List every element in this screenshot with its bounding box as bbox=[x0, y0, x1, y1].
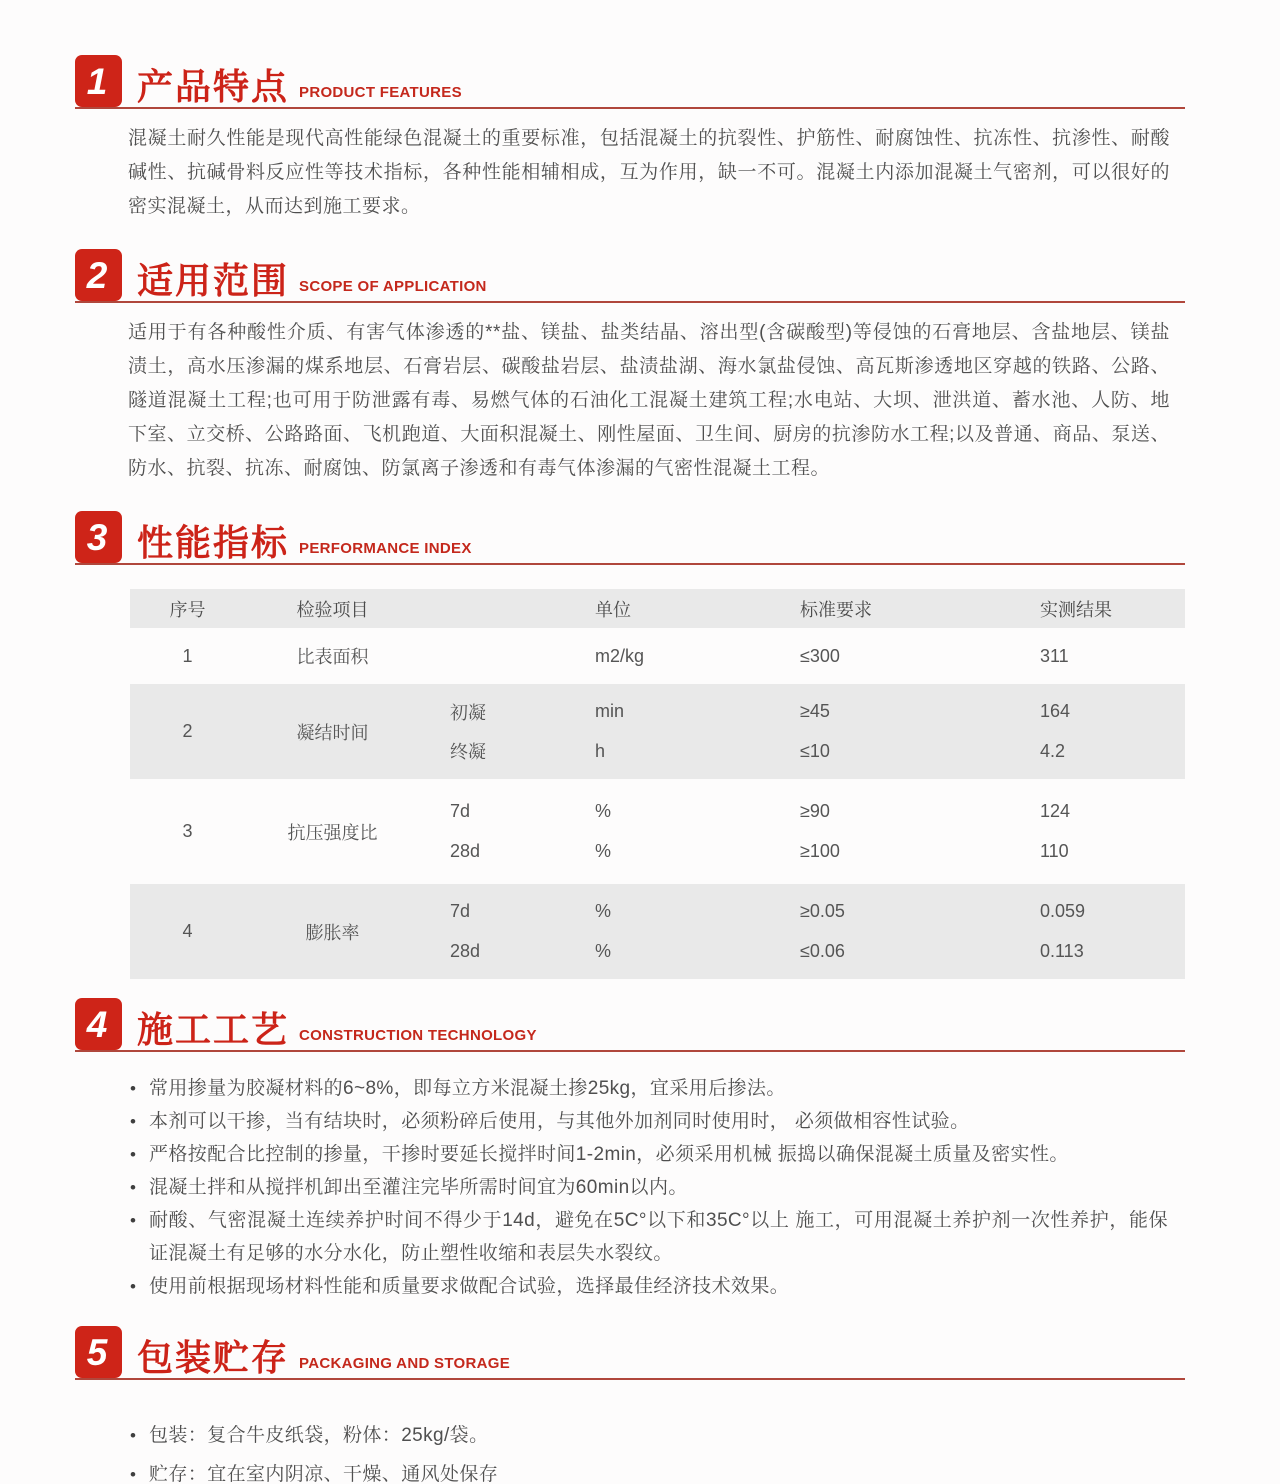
section-title: 施工工艺 bbox=[137, 1009, 290, 1050]
cell-no: 3 bbox=[182, 821, 193, 841]
cell-standard: ≥45 bbox=[800, 701, 830, 722]
table-subrow bbox=[420, 941, 1185, 962]
table-subrow bbox=[420, 646, 1185, 667]
list-item: • 耐酸、气密混凝土连续养护时间不得少于14d，避免在5C°以下和35C°以上 施工，可用混凝土养护剂一次性养护，能保证混凝土有足够的水分水化，防止塑性收缩和表层失水裂纹。 bbox=[130, 1204, 1168, 1270]
cell-no: 2 bbox=[182, 721, 193, 741]
cell-no: 4 bbox=[182, 921, 193, 941]
section-header bbox=[75, 55, 1185, 109]
column-header-no: 序号 bbox=[169, 599, 206, 620]
list-item: • 严格按配合比控制的掺量，干掺时要延长搅拌时间1-2min，必须采用机械 振捣以确保混凝土质量及密实性。 bbox=[130, 1138, 1168, 1171]
list-item: • 常用掺量为胶凝材料的6~8%，即每立方米混凝土掺25kg，宜采用后掺法。 bbox=[130, 1072, 1168, 1105]
cell-item: 膨胀率 bbox=[305, 922, 360, 943]
cell-standard: ≤300 bbox=[800, 645, 840, 666]
cell-result: 124 bbox=[1040, 801, 1071, 822]
section-construction-technology bbox=[75, 998, 1185, 1303]
section-title: 包装贮存 bbox=[137, 1337, 290, 1378]
construction-bullet-list bbox=[130, 1072, 1168, 1303]
cell-unit: % bbox=[595, 901, 612, 922]
cell-result: 0.059 bbox=[1040, 901, 1086, 922]
section-subtitle-en: PACKAGING AND STORAGE bbox=[299, 1355, 511, 1372]
section-product-features bbox=[75, 55, 1185, 224]
table-subrow bbox=[420, 841, 1185, 862]
section-title: 性能指标 bbox=[137, 522, 290, 563]
section-body-text: 混凝土耐久性能是现代高性能绿色混凝土的重要标准，包括混凝土的抗裂性、护筋性、耐腐蚀性、抗冻性、抗渗性、耐酸碱性、抗碱骨料反应性等技术指标，各种性能相辅相成，互为作用，缺一不可。混凝土内添加混凝土气密剂，可以很好的密实混凝土，从而达到施工要求。 bbox=[128, 128, 1170, 217]
table-header-row bbox=[130, 589, 1185, 628]
section-subtitle-en: SCOPE OF APPLICATION bbox=[299, 278, 487, 295]
section-number-badge: 1 bbox=[75, 55, 122, 107]
section-subtitle-en: PERFORMANCE INDEX bbox=[299, 540, 472, 557]
list-item: • 使用前根据现场材料性能和质量要求做配合试验，选择最佳经济技术效果。 bbox=[130, 1270, 1168, 1303]
cell-subitem: 7d bbox=[450, 801, 471, 822]
list-item: • 包装：复合牛皮纸袋，粉体：25kg/袋。 bbox=[130, 1416, 1168, 1455]
cell-item: 比表面积 bbox=[296, 647, 369, 667]
table-row bbox=[130, 884, 1185, 979]
section-title: 产品特点 bbox=[137, 66, 290, 107]
list-item: • 混凝土拌和从搅拌机卸出至灌注完毕所需时间宜为60min以内。 bbox=[130, 1171, 1168, 1204]
cell-subitem: 28d bbox=[450, 940, 481, 961]
cell-standard: ≥90 bbox=[800, 801, 830, 822]
section-number-badge: 4 bbox=[75, 998, 122, 1050]
column-header-item: 检验项目 bbox=[296, 599, 369, 620]
table-row bbox=[130, 633, 1185, 679]
cell-result: 311 bbox=[1040, 645, 1069, 666]
section-header bbox=[75, 1326, 1185, 1380]
section-number-badge: 3 bbox=[75, 511, 122, 563]
section-title: 适用范围 bbox=[137, 260, 290, 301]
cell-unit: % bbox=[595, 940, 612, 961]
list-item: • 贮存：宜在室内阴凉、干燥、通风处保存 bbox=[130, 1455, 1168, 1484]
cell-standard: ≤10 bbox=[800, 740, 830, 761]
section-subtitle-en: PRODUCT FEATURES bbox=[299, 84, 462, 101]
packaging-bullet-list bbox=[130, 1416, 1168, 1484]
table-subrow bbox=[420, 901, 1185, 922]
cell-result: 4.2 bbox=[1040, 740, 1066, 761]
section-number-badge: 2 bbox=[75, 249, 122, 301]
cell-standard: ≥0.05 bbox=[800, 901, 845, 922]
cell-result: 0.113 bbox=[1040, 940, 1084, 961]
table-subrow bbox=[420, 699, 1185, 725]
section-body-text: 适用于有各种酸性介质、有害气体渗透的**盐、镁盐、盐类结晶、溶出型(含碳酸型)等侵蚀的石膏地层、含盐地层、镁盐渍土，高水压渗漏的煤系地层、石膏岩层、碳酸盐岩层、盐渍盐湖、海水氯盐侵蚀、高瓦斯渗透地区穿越的铁路、公路、隧道混凝土工程;也可用于防泄露有毒、易燃气体的石油化工混凝土建筑工程;水电站、大坝、泄洪道、蓄水池、人防、地下室、立交桥、公路路面、飞机跑道、大面积混凝土、刚性屋面、卫生间、厨房的抗渗防水工程;以及普通、商品、泵送、防水、抗裂、抗冻、耐腐蚀、防氯离子渗透和有毒气体渗漏的气密性混凝土工程。 bbox=[128, 322, 1170, 479]
cell-subitem: 终凝 bbox=[450, 742, 486, 763]
performance-table bbox=[130, 589, 1185, 979]
cell-item: 凝结时间 bbox=[296, 722, 369, 743]
section-packaging-and-storage bbox=[75, 1326, 1185, 1484]
cell-item: 抗压强度比 bbox=[287, 822, 378, 843]
table-subrow bbox=[420, 738, 1185, 764]
cell-subitem: 28d bbox=[450, 840, 481, 861]
section-subtitle-en: CONSTRUCTION TECHNOLOGY bbox=[299, 1027, 537, 1044]
section-number-badge: 5 bbox=[75, 1326, 122, 1378]
section-header bbox=[75, 998, 1185, 1052]
table-row bbox=[130, 784, 1185, 879]
cell-result: 164 bbox=[1040, 701, 1071, 722]
cell-subitem: 初凝 bbox=[450, 702, 486, 723]
section-scope-of-application bbox=[75, 249, 1185, 486]
cell-unit: h bbox=[595, 740, 606, 761]
cell-result: 110 bbox=[1040, 840, 1069, 861]
cell-standard: ≥100 bbox=[800, 840, 840, 861]
list-item: • 本剂可以干掺，当有结块时，必须粉碎后使用，与其他外加剂同时使用时， 必须做相容性试验。 bbox=[130, 1105, 1168, 1138]
cell-subitem: 7d bbox=[450, 901, 471, 922]
column-header-standard: 标准要求 bbox=[800, 599, 872, 620]
cell-no: 1 bbox=[182, 645, 193, 666]
cell-unit: % bbox=[595, 840, 612, 861]
cell-standard: ≤0.06 bbox=[800, 940, 845, 961]
cell-unit: m2/kg bbox=[595, 645, 645, 666]
section-header bbox=[75, 249, 1185, 303]
table-row bbox=[130, 684, 1185, 779]
section-performance-index bbox=[75, 511, 1185, 979]
cell-unit: % bbox=[595, 801, 612, 822]
section-header bbox=[75, 511, 1185, 565]
column-header-result: 实测结果 bbox=[1040, 599, 1112, 620]
table-subrow bbox=[420, 801, 1185, 822]
cell-unit: min bbox=[595, 701, 625, 722]
column-header-unit: 单位 bbox=[595, 599, 631, 620]
